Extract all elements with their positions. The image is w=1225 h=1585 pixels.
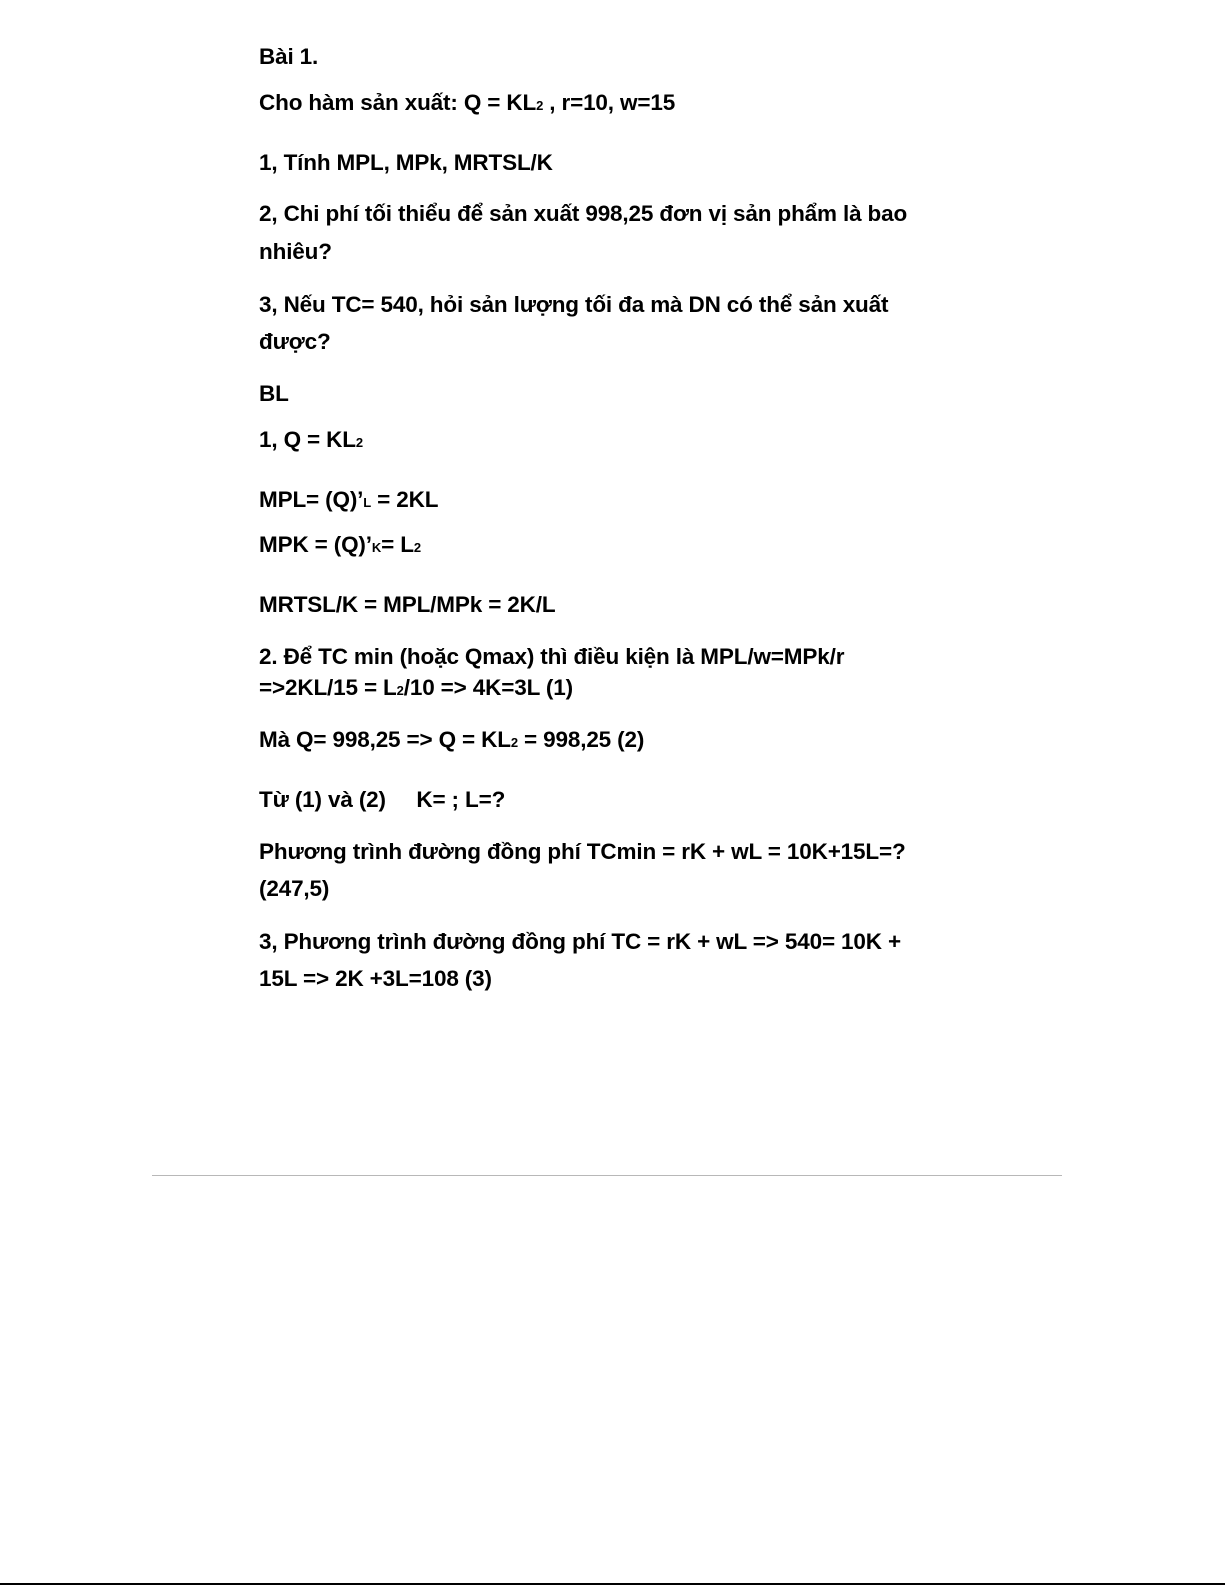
mpl-part-b: = 2KL: [371, 487, 439, 512]
mpk-exponent: 2: [413, 540, 421, 555]
page-divider: [152, 1175, 1062, 1176]
problem-prefix: Cho hàm sản xuất: Q = KL: [259, 90, 537, 115]
solution-label: BL: [259, 381, 289, 406]
question-2-line-1: 2, Chi phí tối thiểu để sản xuất 998,25 đơn vị sản phẩm là bao: [259, 201, 908, 226]
s2-line2-subscript: 2: [396, 683, 404, 698]
question-1: 1, Tính MPL, MPk, MRTSL/K: [259, 150, 553, 175]
solution-2-line-3: [259, 726, 644, 757]
solution-2-line-5: Phương trình đường đồng phí TCmin = rK + wL = 10K+15L=?: [259, 839, 906, 864]
solution-2-line-1: 2. Để TC min (hoặc Qmax) thì điều kiện là MPL/w=MPk/r: [259, 644, 845, 669]
solution-1-mpk: [259, 531, 421, 562]
s2-line2-part-b: /10 => 4K=3L (1): [403, 675, 573, 700]
solution-1-q-exponent: 2: [355, 435, 363, 450]
problem-exponent: 2: [536, 98, 544, 113]
solution-2-line-6: (247,5): [259, 876, 330, 901]
solution-2-line-2: [259, 674, 573, 705]
solution-1-mrts: MRTSL/K = MPL/MPk = 2K/L: [259, 592, 556, 617]
solution-1-q-text: 1, Q = KL: [259, 427, 356, 452]
mpk-part-a: MPK = (Q)’: [259, 532, 372, 557]
question-3-line-1: 3, Nếu TC= 540, hỏi sản lượng tối đa mà DN có thể sản xuất: [259, 292, 889, 317]
s2-line2-part-a: =>2KL/15 = L: [259, 675, 397, 700]
solution-1-mpl: [259, 486, 438, 517]
mpk-part-b: = L: [381, 532, 414, 557]
problem-statement: [259, 89, 675, 120]
question-2-line-2: nhiêu?: [259, 239, 332, 264]
exercise-title: Bài 1.: [259, 44, 319, 69]
solution-1-production-function: [259, 426, 363, 457]
mpl-subscript: L: [363, 495, 372, 510]
solution-2-line-4: Từ (1) và (2) K= ; L=?: [259, 787, 506, 812]
s2-line3-subscript: 2: [510, 735, 518, 750]
question-3-line-2: được?: [259, 329, 331, 354]
s2-line3-part-b: = 998,25 (2): [517, 727, 645, 752]
problem-suffix: , r=10, w=15: [543, 90, 676, 115]
solution-3-line-2: 15L => 2K +3L=108 (3): [259, 966, 492, 991]
mpk-subscript: K: [371, 540, 382, 555]
s2-line3-part-a: Mà Q= 998,25 => Q = KL: [259, 727, 511, 752]
solution-3-line-1: 3, Phương trình đường đồng phí TC = rK + wL => 540= 10K +: [259, 929, 901, 954]
mpl-part-a: MPL= (Q)’: [259, 487, 364, 512]
